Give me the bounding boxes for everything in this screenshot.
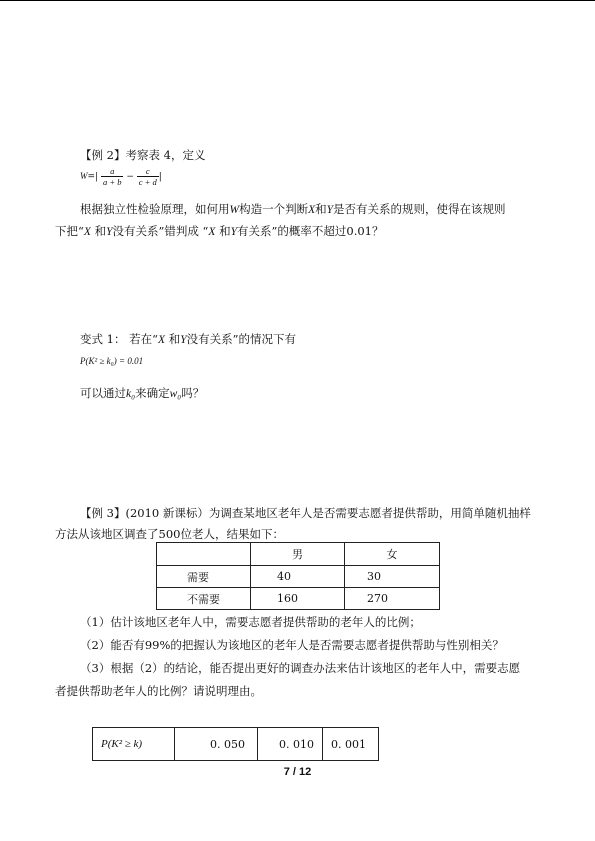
table-cell: 40 (251, 566, 345, 588)
minus-sign: − (126, 172, 134, 182)
table-header-female: 女 (345, 543, 440, 566)
variant1-question: 可以通过k₀来确定w₀吗？ (80, 386, 205, 400)
example2-body-line1: 根据独立性检验原理，如何用W构造一个判断X和Y是否有关系的规则，使得在该规则 (80, 202, 506, 216)
table-cell (157, 543, 251, 566)
table-row (157, 566, 440, 588)
question-2: （2）能否有99%的把握认为该地区的老年人是否需要志愿者提供帮助与性别相关？ (80, 638, 504, 652)
table-cell: 270 (345, 588, 440, 610)
fraction-a-over-a-plus-b: $\frac{a}{a + b}$ (102, 166, 122, 187)
critical-label-cell: P(K² ≥ k) (93, 728, 175, 761)
variant1-formula: P(K² ≥ k₀) = 0.01 (80, 356, 144, 366)
w-equals: =| (87, 172, 99, 182)
example2-heading: 【例 2】考察表 4，定义 (80, 148, 206, 162)
table-header-male: 男 (251, 543, 345, 566)
fraction-c-over-c-plus-d: $\frac{c}{c + d}$ (138, 166, 157, 187)
w-definition-formula (80, 166, 162, 187)
w-symbol: W (80, 171, 88, 181)
table-cell: 0. 050 (175, 728, 258, 761)
table-header-row (157, 543, 440, 566)
critical-value-table (92, 727, 379, 761)
table-cell: 0. 001 (323, 728, 379, 761)
example3-line1: 【例 3】(2010 新课标）为调查某地区老年人是否需要志愿者提供帮助，用简单随机抽样 (80, 506, 531, 520)
table-row (157, 588, 440, 610)
table-cell: 0. 010 (258, 728, 323, 761)
survey-table (156, 542, 440, 610)
variant1-heading: 变式 1： 若在“X 和Y没有关系”的情况下有 (80, 332, 296, 346)
table-cell: 不需要 (157, 588, 251, 610)
table-row (93, 728, 379, 761)
example3-line2: 方法从该地区调查了500位老人，结果如下： (55, 527, 284, 541)
question-3-line1: （3）根据（2）的结论，能否提出更好的调查办法来估计该地区的老年人中，需要志愿 (80, 661, 521, 675)
top-rule (0, 0, 595, 1)
table-cell: 需要 (157, 566, 251, 588)
page-number: 7 / 12 (283, 766, 312, 778)
table-cell: 30 (345, 566, 440, 588)
table-cell: 160 (251, 588, 345, 610)
question-1: （1）估计该地区老年人中，需要志愿者提供帮助的老年人的比例； (80, 615, 421, 629)
abs-bar-close: | (158, 172, 162, 182)
example2-body-line2: 下把“X 和Y没有关系”错判成 “X 和Y有关系”的概率不超过0.01？ (55, 224, 384, 238)
question-3-line2: 者提供帮助老年人的比例？请说明理由。 (55, 684, 262, 698)
